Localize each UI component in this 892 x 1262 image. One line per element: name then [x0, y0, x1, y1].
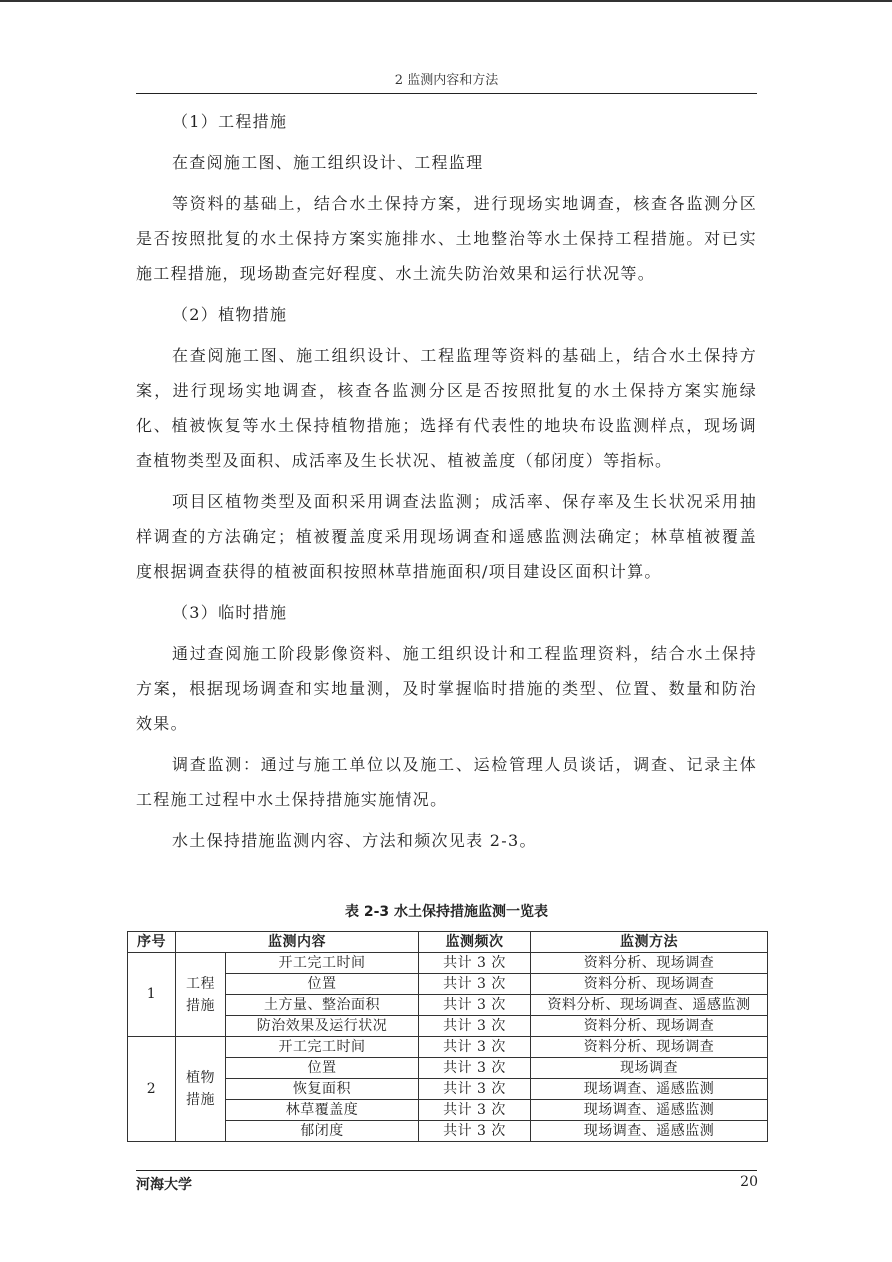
row-freq: 共计 3 次	[419, 974, 531, 995]
row-freq: 共计 3 次	[419, 1100, 531, 1121]
page-top-border	[0, 0, 892, 2]
heading-plant-measures: （2）植物措施	[172, 305, 288, 324]
group-number: 2	[128, 1037, 176, 1142]
table-header-row	[128, 932, 768, 953]
group-category: 植物 措施	[176, 1037, 226, 1142]
row-content: 开工完工时间	[226, 1037, 419, 1058]
monitoring-table	[127, 931, 768, 1142]
row-content: 林草覆盖度	[226, 1100, 419, 1121]
footer-rule	[136, 1170, 757, 1171]
row-method: 现场调查、遥感监测	[531, 1079, 768, 1100]
row-freq: 共计 3 次	[419, 953, 531, 974]
table-row	[128, 1037, 768, 1058]
paragraph: 等资料的基础上，结合水土保持方案，进行现场实地调查，核查各监测分区是否按照批复的水土保持方案实施排水、土地整治等水土保持工程措施。对已实施工程措施，现场勘查完好程度、水土流失防治效果和运行状况等。	[136, 194, 757, 283]
paragraph: 通过查阅施工阶段影像资料、施工组织设计和工程监理资料，结合水土保持方案，根据现场调查和实地量测，及时掌握临时措施的类型、位置、数量和防治效果。	[136, 644, 757, 733]
row-freq: 共计 3 次	[419, 995, 531, 1016]
row-freq: 共计 3 次	[419, 1121, 531, 1142]
header-method: 监测方法	[531, 932, 768, 953]
row-method: 现场调查、遥感监测	[531, 1100, 768, 1121]
paragraph: 在查阅施工图、施工组织设计、工程监理	[172, 153, 484, 172]
header-freq: 监测频次	[419, 932, 531, 953]
header-no: 序号	[128, 932, 176, 953]
paragraph: 调查监测：通过与施工单位以及施工、运检管理人员谈话，调查、记录主体工程施工过程中水土保持措施实施情况。	[136, 755, 757, 809]
row-freq: 共计 3 次	[419, 1016, 531, 1037]
page-number: 20	[740, 1174, 758, 1190]
footer-institution: 河海大学	[136, 1177, 192, 1193]
row-content: 位置	[226, 1058, 419, 1079]
paragraph: 项目区植物类型及面积采用调查法监测；成活率、保存率及生长状况采用抽样调查的方法确定；植被覆盖度采用现场调查和遥感监测法确定；林草植被覆盖度根据调查获得的植被面积按照林草措施面积/项目建设区面积计算。	[136, 492, 757, 581]
row-content: 开工完工时间	[226, 953, 419, 974]
row-content: 恢复面积	[226, 1079, 419, 1100]
group-number: 1	[128, 953, 176, 1037]
paragraph: 水土保持措施监测内容、方法和频次见表 2-3。	[172, 831, 537, 850]
row-method: 现场调查	[531, 1058, 768, 1079]
row-content: 土方量、整治面积	[226, 995, 419, 1016]
table-row	[128, 953, 768, 974]
row-freq: 共计 3 次	[419, 1079, 531, 1100]
row-method: 资料分析、现场调查	[531, 1016, 768, 1037]
row-freq: 共计 3 次	[419, 1037, 531, 1058]
body-text	[136, 104, 757, 864]
header-rule	[136, 93, 757, 94]
row-freq: 共计 3 次	[419, 1058, 531, 1079]
row-content: 位置	[226, 974, 419, 995]
group-category: 工程 措施	[176, 953, 226, 1037]
row-content: 郁闭度	[226, 1121, 419, 1142]
row-method: 资料分析、现场调查、遥感监测	[531, 995, 768, 1016]
header-content: 监测内容	[176, 932, 419, 953]
row-content: 防治效果及运行状况	[226, 1016, 419, 1037]
row-method: 资料分析、现场调查	[531, 974, 768, 995]
running-header: 2 监测内容和方法	[394, 73, 499, 88]
row-method: 资料分析、现场调查	[531, 1037, 768, 1058]
row-method: 现场调查、遥感监测	[531, 1121, 768, 1142]
table-caption: 表 2-3 水土保持措施监测一览表	[344, 904, 549, 920]
paragraph: 在查阅施工图、施工组织设计、工程监理等资料的基础上，结合水土保持方案，进行现场实地调查，核查各监测分区是否按照批复的水土保持方案实施绿化、植被恢复等水土保持植物措施；选择有代表性的地块布设监测样点，现场调查植物类型及面积、成活率及生长状况、植被盖度（郁闭度）等指标。	[136, 346, 757, 470]
row-method: 资料分析、现场调查	[531, 953, 768, 974]
heading-engineering-measures: （1）工程措施	[172, 112, 288, 131]
heading-temporary-measures: （3）临时措施	[172, 603, 288, 622]
